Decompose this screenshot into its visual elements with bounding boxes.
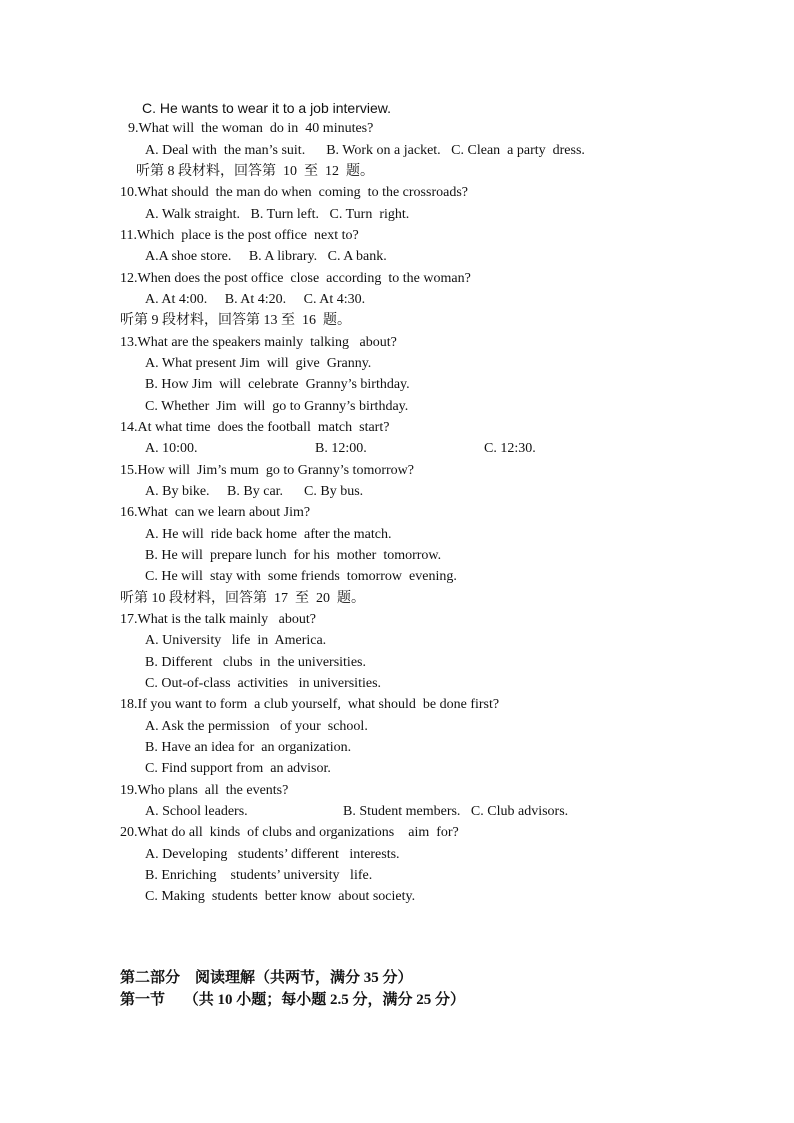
part-two-heading: 第二部分 阅读理解（共两节，满分 35 分） — [120, 970, 413, 986]
question-18: 18.If you want to form a club yourself, what should be done first? — [120, 697, 500, 712]
question-20-option-b: B. Enriching students’ university life. — [145, 868, 373, 883]
question-20-option-a: A. Developing students’ different interests. — [145, 847, 400, 862]
question-14: 14.At what time does the football match start? — [120, 420, 390, 435]
question-9: 9.What will the woman do in 40 minutes? — [128, 121, 374, 136]
question-16-option-b: B. He will prepare lunch for his mother tomorrow. — [145, 548, 442, 563]
question-10: 10.What should the man do when coming to the crossroads? — [120, 185, 468, 200]
question-16-option-c: C. He will stay with some friends tomorrow evening. — [145, 569, 457, 584]
question-14-option-c: C. 12:30. — [484, 441, 536, 456]
q8-option-c: C. He wants to wear it to a job interview. — [142, 100, 391, 116]
section-8-instruction: 听第 8 段材料，回答第 10 至 12 题。 — [136, 164, 374, 179]
question-19-options-bc: B. Student members. C. Club advisors. — [343, 804, 569, 819]
question-19-option-a: A. School leaders. — [145, 804, 248, 819]
question-12: 12.When does the post office close according to the woman? — [120, 271, 471, 286]
question-16: 16.What can we learn about Jim? — [120, 505, 311, 520]
question-18-option-a: A. Ask the permission of your school. — [145, 719, 368, 734]
question-9-options: A. Deal with the man’s suit. B. Work on a jacket. C. Clean a party dress. — [145, 143, 585, 158]
question-14-option-a: A. 10:00. — [145, 441, 198, 456]
question-12-options: A. At 4:00. B. At 4:20. C. At 4:30. — [145, 292, 366, 307]
question-13-option-a: A. What present Jim will give Granny. — [145, 356, 372, 371]
question-20-option-c: C. Making students better know about society. — [145, 889, 416, 904]
question-13: 13.What are the speakers mainly talking about? — [120, 335, 397, 350]
question-17-option-a: A. University life in America. — [145, 633, 327, 648]
question-13-option-c: C. Whether Jim will go to Granny’s birthday. — [145, 399, 409, 414]
question-11: 11.Which place is the post office next to? — [120, 228, 359, 243]
section-10-instruction: 听第 10 段材料，回答第 17 至 20 题。 — [120, 591, 365, 606]
question-10-options: A. Walk straight. B. Turn left. C. Turn right. — [145, 207, 410, 222]
section-9-instruction: 听第 9 段材料，回答第 13 至 16 题。 — [120, 313, 351, 328]
question-19: 19.Who plans all the events? — [120, 783, 289, 798]
question-17-option-c: C. Out-of-class activities in universities. — [145, 676, 382, 691]
question-15-options: A. By bike. B. By car. C. By bus. — [145, 484, 364, 499]
question-18-option-b: B. Have an idea for an organization. — [145, 740, 352, 755]
question-16-option-a: A. He will ride back home after the match. — [145, 527, 392, 542]
question-17: 17.What is the talk mainly about? — [120, 612, 316, 627]
question-13-option-b: B. How Jim will celebrate Granny’s birthday. — [145, 377, 410, 392]
question-15: 15.How will Jim’s mum go to Granny’s tomorrow? — [120, 463, 414, 478]
question-17-option-b: B. Different clubs in the universities. — [145, 655, 366, 670]
question-11-options: A.A shoe store. B. A library. C. A bank. — [145, 249, 387, 264]
question-18-option-c: C. Find support from an advisor. — [145, 761, 331, 776]
question-14-option-b: B. 12:00. — [315, 441, 367, 456]
section-one-heading: 第一节 （共 10 小题；每小题 2.5 分，满分 25 分） — [120, 992, 466, 1008]
question-20: 20.What do all kinds of clubs and organizations aim for? — [120, 825, 459, 840]
